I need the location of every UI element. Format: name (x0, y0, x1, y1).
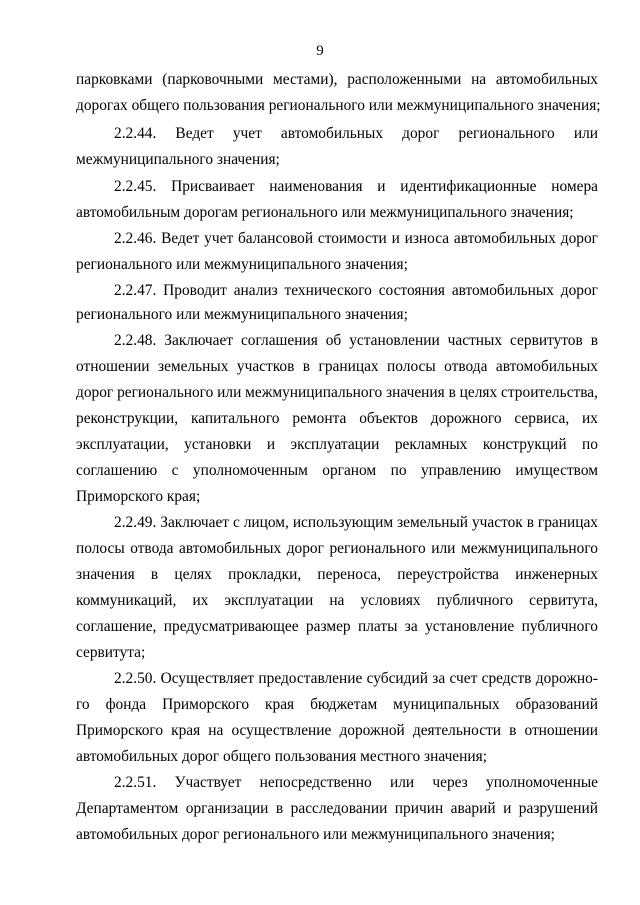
paragraph-2-2-47-line: 2.2.47. Проводит анализ технического состояния автомобильных дорог (114, 282, 598, 299)
text-line: го фонда Приморского края бюджетам муниципальных образований (76, 696, 598, 713)
text-line: значения в целях прокладки, переноса, переустройства инженерных (76, 566, 598, 583)
text-line: автомобильных дорог регионального или межмуниципального значения; (76, 826, 555, 843)
text-line: парковками (парковочными местами), расположенными на автомобильных (76, 71, 598, 88)
text-line: дорогах общего пользования регионального или межмуниципального значения; (76, 97, 601, 114)
text-line: автомобильным дорогам регионального или межмуниципального значения; (76, 204, 574, 221)
text-line: коммуникаций, их эксплуатации на условиях публичного сервитута, (76, 592, 598, 609)
text-line: соглашение, предусматривающее размер платы за установление публичного (76, 618, 598, 635)
text-line: Департаментом организации в расследовании причин аварий и разрушений (76, 800, 598, 817)
paragraph-2-2-44-line: 2.2.44. Ведет учет автомобильных дорог регионального или (114, 125, 598, 142)
paragraph-2-2-50-line: 2.2.50. Осуществляет предоставление субсидий за счет средств дорожно- (114, 670, 598, 687)
paragraph-2-2-45-line: 2.2.45. Присваивает наименования и идентификационные номера (114, 178, 598, 195)
paragraph-2-2-51-line: 2.2.51. Участвует непосредственно или через уполномоченные (114, 774, 598, 791)
text-line: эксплуатации, установки и эксплуатации рекламных конструкций по (76, 436, 598, 453)
text-line: полосы отвода автомобильных дорог регионального или межмуниципального (76, 540, 598, 557)
paragraph-2-2-48-line: 2.2.48. Заключает соглашения об установлении частных сервитутов в (114, 332, 598, 349)
text-line: регионального или межмуниципального значения; (76, 306, 408, 323)
page-number: 9 (316, 43, 324, 59)
text-line: соглашению с уполномоченным органом по управлению имуществом (76, 462, 598, 479)
text-line: регионального или межмуниципального значения; (76, 256, 408, 273)
text-line: Приморского края на осуществление дорожной деятельности в отношении (76, 722, 598, 739)
text-line: реконструкции, капитального ремонта объектов дорожного сервиса, их (76, 410, 598, 427)
paragraph-2-2-46-line: 2.2.46. Ведет учет балансовой стоимости и износа автомобильных дорог (114, 230, 598, 247)
text-line: отношении земельных участков в границах полосы отвода автомобильных (76, 358, 598, 375)
text-line: межмуниципального значения; (76, 151, 280, 168)
text-line: Приморского края; (76, 488, 201, 505)
text-line: дорог регионального или межмуниципального значения в целях строительства, (76, 384, 598, 401)
paragraph-2-2-49-line: 2.2.49. Заключает с лицом, использующим земельный участок в границах (114, 514, 598, 531)
text-line: автомобильных дорог общего пользования местного значения; (76, 748, 487, 765)
text-line: сервитута; (76, 644, 146, 661)
